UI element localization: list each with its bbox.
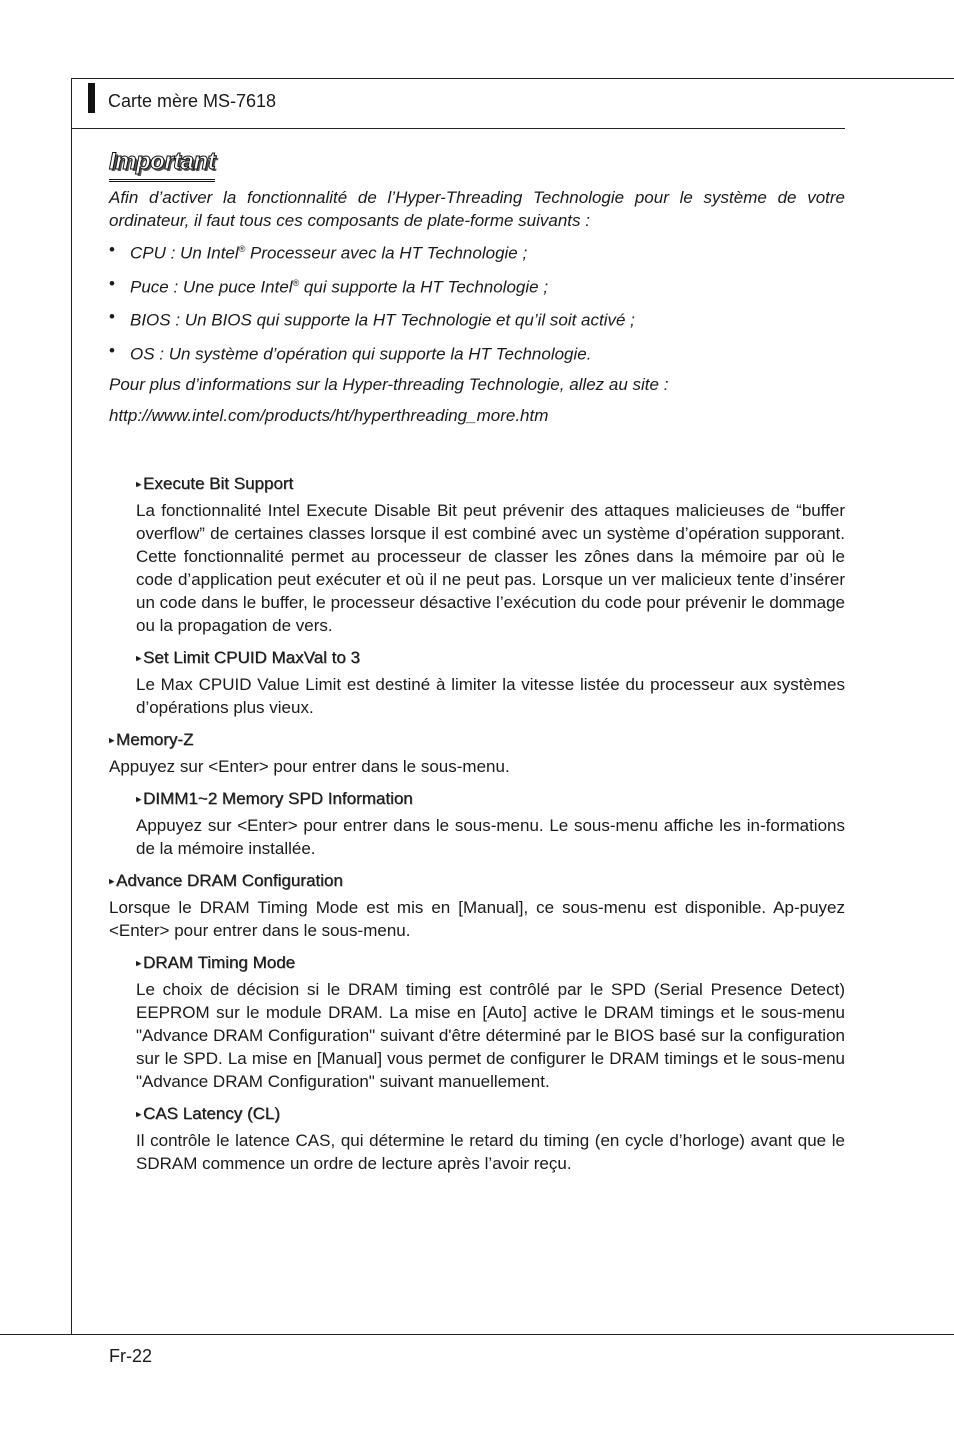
arrow-icon: ▸ <box>136 793 142 805</box>
section-dram-timing-mode <box>136 952 845 1093</box>
section-advance-dram <box>109 870 845 942</box>
section-dimm-spd <box>136 788 845 860</box>
section-title: ▸ Set Limit CPUID MaxVal to 3 <box>136 647 361 667</box>
header-rule <box>71 128 845 129</box>
arrow-icon: ▸ <box>136 1108 142 1120</box>
list-item: • Puce : Une puce Intel® qui supporte la HT Technologie ; <box>109 272 845 299</box>
section-title: ▸ Memory-Z <box>109 729 194 749</box>
bottom-rule <box>0 1334 954 1335</box>
section-cpuid-limit <box>136 647 845 719</box>
header-title: Carte mère MS-7618 <box>108 91 277 111</box>
section-body: Le Max CPUID Value Limit est destiné à limiter la vitesse listée du processeur aux systèmes d’opérations plus vieux. <box>136 674 845 717</box>
list-item: • CPU : Un Intel® Processeur avec la HT Technologie ; <box>109 238 845 265</box>
section-title: ▸ CAS Latency (CL) <box>136 1103 281 1123</box>
section-cas-latency <box>136 1103 845 1175</box>
arrow-icon: ▸ <box>136 478 142 490</box>
important-intro: Afin d’activer la fonctionnalité de l’Hyper-Threading Technologie pour le système de votre ordinateur, il faut tous ces composants de plate-forme suivants : <box>109 188 845 230</box>
section-body: Le choix de décision si le DRAM timing est contrôlé par le SPD (Serial Presence Detect) EEPROM sur le module DRAM. La mise en [Auto] active le DRAM timings et le sous-menu "Advance DRAM Configuration" suivant d'être déterminé par le BIOS basé sur la configuration sur le SPD. La mise en [Manual] vous permet de configurer le DRAM timings et le sous-menu "Advance DRAM Configuration" suivant manuellement. <box>136 979 845 1091</box>
page-number: Fr-22 <box>109 1346 153 1366</box>
list-item: • OS : Un système d’opération qui supporte la HT Technologie. <box>109 339 845 366</box>
arrow-icon: ▸ <box>109 875 115 887</box>
important-box <box>109 148 845 427</box>
intel-url-link[interactable]: http://www.intel.com/products/ht/hyperthreading_more.htm <box>109 405 549 425</box>
section-title: ▸ Execute Bit Support <box>136 473 294 493</box>
important-heading: Important <box>109 148 215 182</box>
arrow-icon: ▸ <box>136 957 142 969</box>
top-rule <box>71 78 954 79</box>
arrow-icon: ▸ <box>109 734 115 746</box>
header-marker-bar <box>88 83 95 113</box>
section-body: Appuyez sur <Enter> pour entrer dans le sous-menu. Le sous-menu affiche les in-formations de la mémoire installée. <box>136 815 845 858</box>
section-title: ▸ Advance DRAM Configuration <box>109 870 343 890</box>
section-title: ▸ DIMM1~2 Memory SPD Information <box>136 788 413 808</box>
section-memory-z <box>109 729 845 778</box>
arrow-icon: ▸ <box>136 652 142 664</box>
more-info-text: Pour plus d’informations sur la Hyper-threading Technologie, allez au site : <box>109 374 669 394</box>
requirements-list <box>109 238 845 366</box>
section-body: Appuyez sur <Enter> pour entrer dans le sous-menu. <box>109 756 510 776</box>
section-title: ▸ DRAM Timing Mode <box>136 952 296 972</box>
section-execute-bit <box>136 473 845 637</box>
left-margin-rule <box>71 78 72 1335</box>
section-body: La fonctionnalité Intel Execute Disable Bit peut prévenir des attaques malicieuses de “buffer overflow” de certaines classes lorsque il est combiné avec un système d’opération supporant. Cette fonctionnalité permet au processeur de classer les zônes dans la mémoire par où le code d’application peut exécuter et où il ne peut pas. Lorsque un ver malicieux tente d’insérer un code dans le buffer, le processeur désactive l’exécution du code pour prévenir le dommage ou la propagation de vers. <box>136 500 845 635</box>
section-body: Lorsque le DRAM Timing Mode est mis en [Manual], ce sous-menu est disponible. Ap-puyez <Enter> pour entrer dans le sous-menu. <box>109 897 845 940</box>
section-body: Il contrôle le latence CAS, qui détermine le retard du timing (en cycle d’horloge) avant que le SDRAM commence un ordre de lecture après l’avoir reçu. <box>136 1130 845 1173</box>
page-content <box>109 148 845 1175</box>
list-item: • BIOS : Un BIOS qui supporte la HT Technologie et qu’il soit activé ; <box>109 305 845 332</box>
